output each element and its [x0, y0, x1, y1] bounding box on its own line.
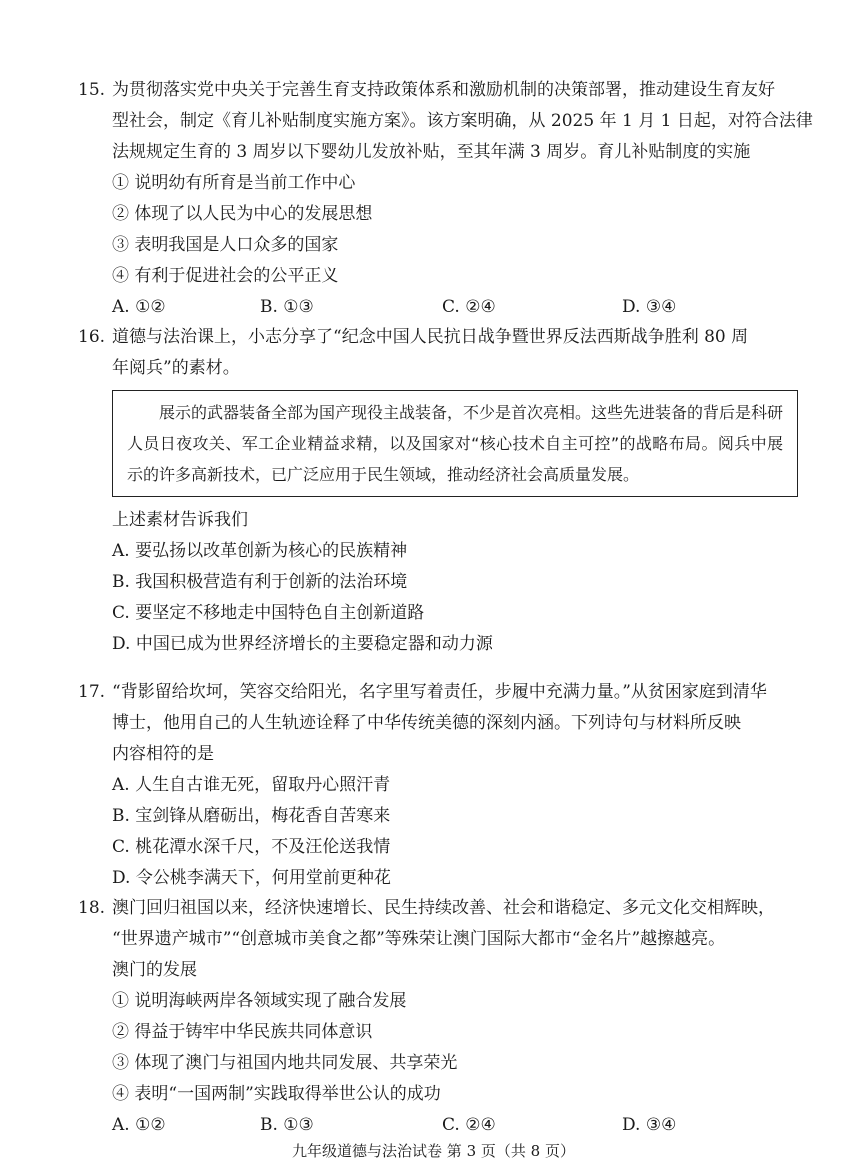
question-15 [78, 75, 813, 323]
material-box: 展示的武器装备全部为国产现役主战装备，不少是首次亮相。这些先进装备的背后是科研人员日夜攻关、军工企业精益求精，以及国家对“核心技术自主可控”的战略布局。阅兵中展示的许多高新技术，已广泛应用于民生领域，推动经济社会高质量发展。 [112, 390, 798, 497]
question-stem: 内容相符的是 [112, 744, 214, 764]
option-c: C. 桃花潭水深千尺，不及汪伦送我情 [112, 837, 391, 857]
question-stem: 型社会，制定《育儿补贴制度实施方案》。该方案明确，从 2025 年 1 月 1 日起，对符合法律 [112, 111, 813, 131]
question-stem: 法规规定生育的 3 周岁以下婴幼儿发放补贴，至其年满 3 周岁。育儿补贴制度的实施 [112, 142, 751, 162]
statement-4: ④ 表明“一国两制”实践取得举世公认的成功 [112, 1084, 441, 1104]
question-stem: 年阅兵”的素材。 [112, 358, 240, 378]
statement-2: ② 得益于铸牢中华民族共同体意识 [112, 1022, 373, 1042]
option-d: D. ③④ [622, 297, 677, 317]
statement-2: ② 体现了以人民为中心的发展思想 [112, 204, 373, 224]
question-number: 18. [78, 898, 106, 918]
statement-3: ③ 表明我国是人口众多的国家 [112, 235, 339, 255]
question-stem: 为贯彻落实党中央关于完善生育支持政策体系和激励机制的决策部署，推动建设生育友好 [112, 80, 775, 100]
question-number: 17. [78, 682, 106, 702]
statement-1: ① 说明海峡两岸各领域实现了融合发展 [112, 991, 407, 1011]
question-16 [78, 322, 798, 660]
statement-1: ① 说明幼有所育是当前工作中心 [112, 173, 356, 193]
question-stem: “世界遗产城市”“创意城市美食之都”等殊荣让澳门国际大都市“金名片”越擦越亮。 [112, 929, 726, 949]
answer-options [112, 1110, 798, 1141]
question-stem: 道德与法治课上，小志分享了“纪念中国人民抗日战争暨世界反法西斯战争胜利 80 周 [112, 327, 749, 347]
option-d: D. 中国已成为世界经济增长的主要稳定器和动力源 [112, 634, 493, 654]
statement-4: ④ 有利于促进社会的公平正义 [112, 266, 339, 286]
option-a: A. ①② [112, 297, 166, 317]
option-c: C. ②④ [442, 297, 496, 317]
question-stem: “背影留给坎坷，笑容交给阳光，名字里写着责任，步履中充满力量。”从贫困家庭到清华 [112, 682, 767, 702]
option-d: D. ③④ [622, 1115, 677, 1135]
option-b: B. 宝剑锋从磨砺出，梅花香自苦寒来 [112, 806, 391, 826]
question-stem: 澳门的发展 [112, 960, 197, 980]
option-c: C. ②④ [442, 1115, 496, 1135]
question-number: 15. [78, 80, 106, 100]
question-number: 16. [78, 327, 106, 347]
statement-3: ③ 体现了澳门与祖国内地共同发展、共享荣光 [112, 1053, 458, 1073]
option-b: B. ①③ [260, 297, 314, 317]
option-a: A. 人生自古谁无死，留取丹心照汗青 [112, 775, 391, 795]
option-d: D. 令公桃李满天下，何用堂前更种花 [112, 868, 391, 888]
option-a: A. ①② [112, 1115, 166, 1135]
question-17 [78, 677, 798, 894]
option-c: C. 要坚定不移地走中国特色自主创新道路 [112, 603, 425, 623]
option-b: B. 我国积极营造有利于创新的法治环境 [112, 572, 408, 592]
question-18 [78, 893, 798, 1141]
question-prompt: 上述素材告诉我们 [112, 510, 248, 530]
question-stem: 博士，他用自己的人生轨迹诠释了中华传统美德的深刻内涵。下列诗句与材料所反映 [112, 713, 741, 733]
question-stem: 澳门回归祖国以来，经济快速增长、民生持续改善、社会和谐稳定、多元文化交相辉映， [112, 898, 775, 918]
page-footer: 九年级道德与法治试卷 第 3 页（共 8 页） [292, 1142, 575, 1160]
option-b: B. ①③ [260, 1115, 314, 1135]
option-a: A. 要弘扬以改革创新为核心的民族精神 [112, 541, 408, 561]
answer-options [112, 292, 798, 323]
